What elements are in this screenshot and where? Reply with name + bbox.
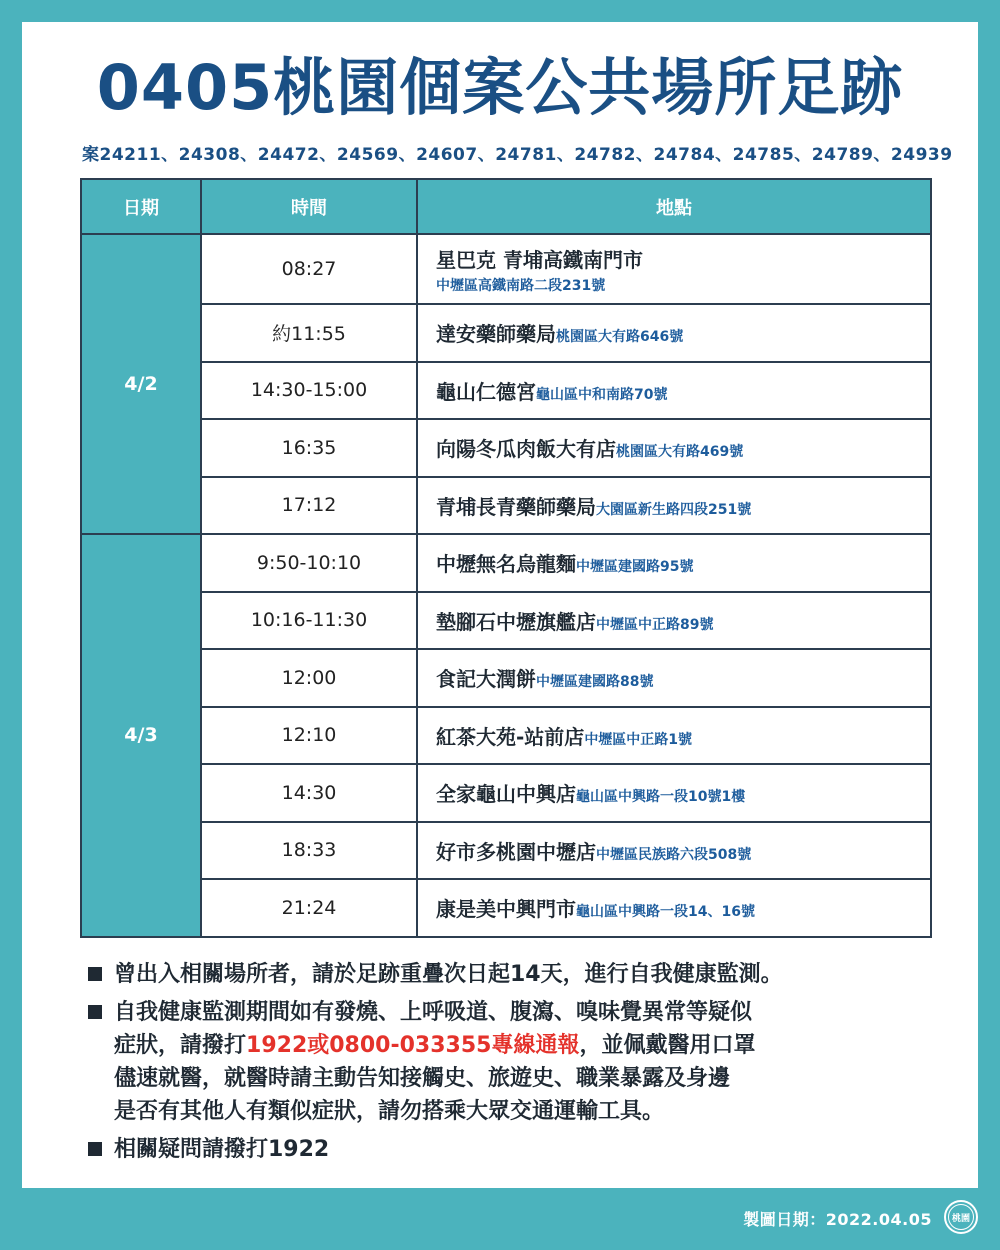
date-cell: 4/3 xyxy=(81,534,201,937)
place-name: 達安藥師藥局 xyxy=(436,322,556,347)
note-text: 自我健康監測期間如有發燒、上呼吸道、腹瀉、嗅味覺異常等疑似 xyxy=(114,1000,753,1025)
table-row xyxy=(81,822,931,880)
square-bullet-icon xyxy=(88,1005,102,1019)
place-address: 龜山區中興路一段14、16號 xyxy=(576,904,755,921)
note-item xyxy=(88,958,948,991)
place-name: 龜山仁德宮 xyxy=(436,379,536,404)
place-cell xyxy=(417,592,931,650)
time-cell: 21:24 xyxy=(201,879,417,937)
table-row xyxy=(81,304,931,362)
place-name: 青埔長青藥師藥局 xyxy=(436,494,596,519)
place-name: 紅茶大苑-站前店 xyxy=(436,724,585,749)
table-row xyxy=(81,879,931,937)
notes-section xyxy=(88,958,948,1171)
place-address: 龜山區中和南路70號 xyxy=(536,386,668,403)
place-address: 大園區新生路四段251號 xyxy=(596,501,752,518)
date-cell: 4/2 xyxy=(81,234,201,534)
place-name: 向陽冬瓜肉飯大有店 xyxy=(436,437,616,462)
time-cell: 約11:55 xyxy=(201,304,417,362)
place-cell xyxy=(417,362,931,420)
place-address: 桃園區大有路646號 xyxy=(556,329,684,346)
place-address: 中壢區中正路1號 xyxy=(584,731,693,748)
time-cell: 14:30 xyxy=(201,764,417,822)
table-row xyxy=(81,477,931,535)
table-row xyxy=(81,534,931,592)
time-cell: 10:16-11:30 xyxy=(201,592,417,650)
place-address: 中壢區中正路89號 xyxy=(596,616,714,633)
place-name: 星巴克 青埔高鐵南門市 xyxy=(436,247,643,272)
table-header-row xyxy=(81,179,931,234)
time-cell: 12:00 xyxy=(201,649,417,707)
note-text: 症狀，請撥打 xyxy=(114,1033,247,1058)
place-name: 全家龜山中興店 xyxy=(436,782,576,807)
place-cell xyxy=(417,234,931,304)
place-address: 中壢區建國路88號 xyxy=(536,674,654,691)
table-row xyxy=(81,419,931,477)
place-cell xyxy=(417,419,931,477)
place-cell xyxy=(417,707,931,765)
table-row xyxy=(81,592,931,650)
time-cell: 18:33 xyxy=(201,822,417,880)
square-bullet-icon xyxy=(88,1142,102,1156)
seal-text: 桃園 xyxy=(948,1204,974,1230)
place-cell xyxy=(417,534,931,592)
hotline-text: 1922或0800-033355專線通報 xyxy=(246,1033,580,1058)
time-cell: 08:27 xyxy=(201,234,417,304)
place-name: 康是美中興門市 xyxy=(436,897,576,922)
place-address: 龜山區中興路一段10號1樓 xyxy=(576,789,746,806)
note-text: ，並佩戴醫用口罩 xyxy=(579,1033,756,1058)
place-cell xyxy=(417,304,931,362)
note-text: 曾出入相關場所者，請於足跡重疊次日起14天，進行自我健康監測。 xyxy=(114,962,783,987)
place-address: 中壢區建國路95號 xyxy=(576,559,694,576)
time-cell: 12:10 xyxy=(201,707,417,765)
time-cell: 16:35 xyxy=(201,419,417,477)
production-date: 製圖日期：2022.04.05 xyxy=(743,1210,932,1229)
note-item xyxy=(88,1133,948,1166)
place-cell xyxy=(417,764,931,822)
place-name: 中壢無名烏龍麵 xyxy=(436,552,576,577)
note-text: 儘速就醫，就醫時請主動告知接觸史、旅遊史、職業暴露及身邊 xyxy=(114,1066,731,1091)
time-cell: 17:12 xyxy=(201,477,417,535)
case-numbers: 案24211、24308、24472、24569、24607、24781、24782、24784、24785、24789、24939 xyxy=(82,145,953,165)
place-cell xyxy=(417,649,931,707)
place-name: 食記大潤餅 xyxy=(436,667,536,692)
table-row xyxy=(81,234,931,304)
table-row xyxy=(81,362,931,420)
time-cell: 14:30-15:00 xyxy=(201,362,417,420)
header-date: 日期 xyxy=(81,179,201,234)
table-row xyxy=(81,707,931,765)
table-row xyxy=(81,764,931,822)
place-cell xyxy=(417,822,931,880)
place-name: 好市多桃園中壢店 xyxy=(436,839,596,864)
note-text: 相關疑問請撥打1922 xyxy=(114,1137,330,1162)
header-place: 地點 xyxy=(417,179,931,234)
table-row xyxy=(81,649,931,707)
square-bullet-icon xyxy=(88,967,102,981)
city-seal-icon xyxy=(944,1200,978,1234)
footprint-table xyxy=(80,178,932,938)
place-address: 中壢區民族路六段508號 xyxy=(596,846,752,863)
place-address: 桃園區大有路469號 xyxy=(616,444,744,461)
place-cell xyxy=(417,879,931,937)
place-cell xyxy=(417,477,931,535)
page-title: 0405桃園個案公共場所足跡 xyxy=(96,51,904,124)
time-cell: 9:50-10:10 xyxy=(201,534,417,592)
place-name: 墊腳石中壢旗艦店 xyxy=(436,609,596,634)
note-item xyxy=(88,996,948,1128)
place-address: 中壢區高鐵南路二段231號 xyxy=(436,277,606,294)
header-time: 時間 xyxy=(201,179,417,234)
note-text: 是否有其他人有類似症狀，請勿搭乘大眾交通運輸工具。 xyxy=(114,1099,665,1124)
